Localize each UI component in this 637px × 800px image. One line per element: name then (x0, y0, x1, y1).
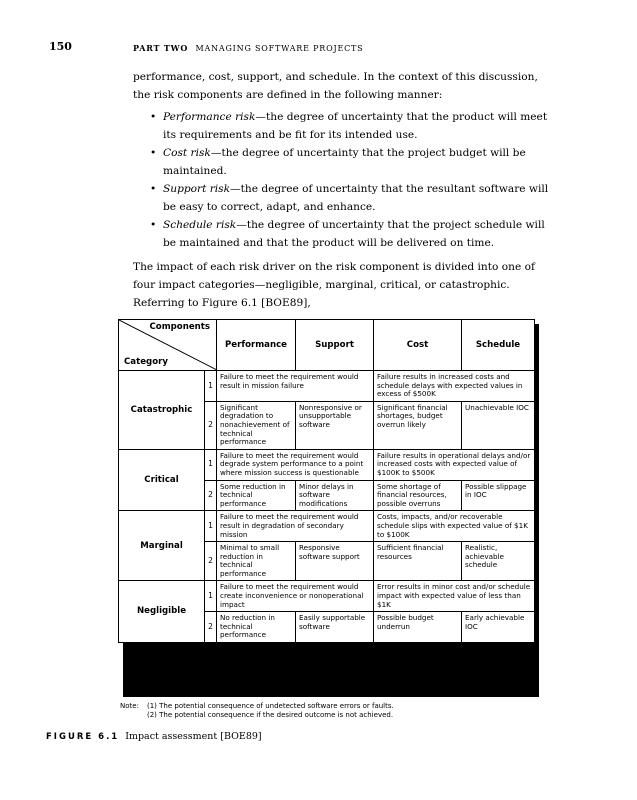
cell-perf-support: Failure to meet the requirement would result in mission failure (217, 371, 374, 402)
consequence-number: 1 (205, 511, 217, 542)
cell-performance: Significant degradation to nonachievement of technical performance (217, 401, 296, 449)
cell-schedule: Realistic, achievable schedule (462, 542, 535, 581)
consequence-number: 2 (205, 401, 217, 449)
table-row (119, 449, 535, 480)
cell-schedule: Early achievable IOC (462, 612, 535, 643)
cell-perf-support: Failure to meet the requirement would degrade system performance to a point where mission success is questionable (217, 449, 374, 480)
page-number: 150 (49, 40, 72, 53)
consequence-number: 2 (205, 612, 217, 643)
cell-performance: Some reduction in technical performance (217, 480, 296, 511)
cell-cost-schedule: Failure results in operational delays and/or increased costs with expected value of $100K to $500K (374, 449, 535, 480)
cell-schedule: Unachievable IOC (462, 401, 535, 449)
intro-paragraph: performance, cost, support, and schedule. In the context of this discussion, the risk components are defined in the following manner: (133, 71, 538, 101)
consequence-number: 1 (205, 371, 217, 402)
col-header-support: Support (296, 320, 374, 371)
cell-support: Responsive software support (296, 542, 374, 581)
figure-number: FIGURE 6.1 (46, 732, 120, 742)
cell-support: Easily supportable software (296, 612, 374, 643)
col-header-performance: Performance (217, 320, 296, 371)
figure-title: Impact assessment [BOE89] (125, 731, 262, 742)
cell-cost: Possible budget underrun (374, 612, 462, 643)
bullet-performance-risk: • Performance risk—the degree of uncertainty that the product will meet its requirements and be fit for its intended use. (150, 111, 548, 141)
running-head-part: PART TWO (133, 43, 189, 53)
figure-caption (46, 731, 262, 742)
cell-support: Minor delays in software modifications (296, 480, 374, 511)
table-corner-header (119, 320, 217, 371)
bullet-cost-risk: • Cost risk—the degree of uncertainty that the project budget will be maintained. (150, 147, 526, 177)
table-row (119, 371, 535, 402)
cell-cost: Some shortage of financial resources, possible overruns (374, 480, 462, 511)
running-head (133, 43, 363, 53)
running-head-section: MANAGING SOFTWARE PROJECTS (195, 44, 364, 53)
bullet-support-risk: • Support risk—the degree of uncertainty that the resultant software will be easy to correct, adapt, and enhance. (150, 183, 549, 213)
cell-performance: No reduction in technical performance (217, 612, 296, 643)
cell-cost: Significant financial shortages, budget overrun likely (374, 401, 462, 449)
cell-cost-schedule: Failure results in increased costs and schedule delays with expected values in excess of $500K (374, 371, 535, 402)
category-marginal: Marginal (119, 511, 205, 581)
impact-table (118, 319, 535, 643)
corner-category-label: Category (124, 357, 168, 368)
consequence-number: 1 (205, 581, 217, 612)
impact-assessment-figure (118, 319, 534, 643)
cell-cost-schedule: Costs, impacts, and/or recoverable schedule slips with expected value of $1K to $100K (374, 511, 535, 542)
cell-support: Nonresponsive or unsupportable software (296, 401, 374, 449)
note-line-1: (1) The potential consequence of undetected software errors or faults. (147, 702, 394, 710)
note-line-2: (2) The potential consequence if the desired outcome is not achieved. (147, 710, 394, 719)
col-header-schedule: Schedule (462, 320, 535, 371)
consequence-number: 2 (205, 480, 217, 511)
risk-component-list (150, 108, 560, 252)
category-critical: Critical (119, 449, 205, 511)
consequence-number: 2 (205, 542, 217, 581)
consequence-number: 1 (205, 449, 217, 480)
closing-paragraph: The impact of each risk driver on the risk component is divided into one of four impact categories—negligible, marginal, critical, or catastrophic. Referring to Figure 6.1 [BOE89], (133, 261, 535, 309)
cell-perf-support: Failure to meet the requirement would create inconvenience or nonoperational impact (217, 581, 374, 612)
col-header-cost: Cost (374, 320, 462, 371)
table-row (119, 581, 535, 612)
cell-cost: Sufficient financial resources (374, 542, 462, 581)
bullet-schedule-risk: • Schedule risk—the degree of uncertainty that the project schedule will be maintained and that the product will be delivered on time. (150, 219, 545, 249)
note-label: Note: (120, 702, 139, 710)
corner-components-label: Components (149, 322, 210, 332)
category-negligible: Negligible (119, 581, 205, 643)
cell-performance: Minimal to small reduction in technical performance (217, 542, 296, 581)
table-note (120, 702, 394, 719)
cell-schedule: Possible slippage in IOC (462, 480, 535, 511)
category-catastrophic: Catastrophic (119, 371, 205, 450)
table-row (119, 511, 535, 542)
cell-cost-schedule: Error results in minor cost and/or schedule impact with expected value of less than $1K (374, 581, 535, 612)
cell-perf-support: Failure to meet the requirement would result in degradation of secondary mission (217, 511, 374, 542)
